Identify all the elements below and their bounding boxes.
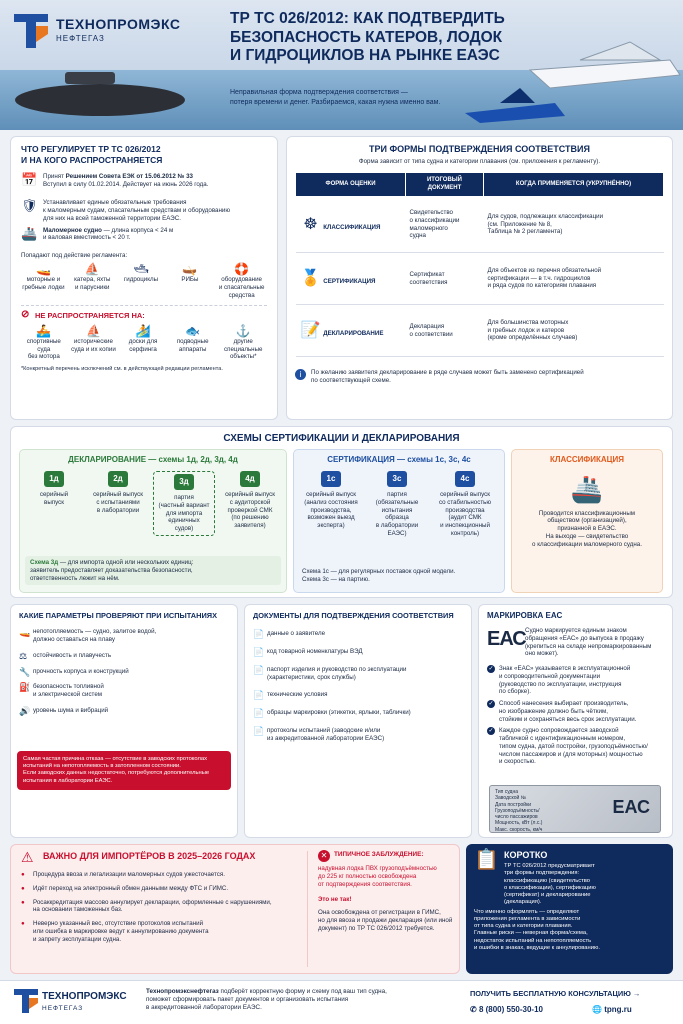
- included-list: [21, 263, 267, 299]
- document-check-icon: 📝: [300, 321, 321, 339]
- site-link[interactable]: 🌐 tpng.ru: [592, 1005, 632, 1014]
- sailboat-icon: ⛵: [84, 262, 100, 277]
- params-card: [10, 604, 238, 838]
- shield-icon: 🛡: [21, 198, 38, 214]
- scheme-3d: 3д партия (частный вариант для импорта единичных судов): [153, 471, 215, 536]
- cross-icon: ✕: [318, 850, 330, 862]
- certificate-badge-icon: 🏅: [300, 269, 321, 287]
- scope-adopted: 📅 Принят Решением Совета ЕЭК от 15.06.2012 № 33 Вступил в силу 01.02.2014. Действует на июнь 2026 года.: [21, 172, 209, 188]
- forms-card: [286, 136, 673, 420]
- forms-title: ТРИ ФОРМЫ ПОДТВЕРЖДЕНИЯ СООТВЕТСТВИЯ: [369, 144, 590, 154]
- identification-plate: Тип судна Заводской № Дата постройки Грузоподъёмность/ число пассажиров Мощность, кВт (л.с.) Макс. скорость, км/ч ЕАС: [489, 785, 661, 833]
- brand-sub: НЕФТЕГАЗ: [56, 34, 105, 43]
- excluded-item: 🏄 доски для серфинга: [128, 324, 158, 353]
- footer: [0, 980, 683, 1024]
- forms-note: i По желанию заявителя декларирование в ряде случаев может быть заменено сертификацией по соответствующей схеме.: [295, 369, 664, 385]
- myth-not: Это не так!: [318, 896, 352, 904]
- scheme-2d: 2д серийный выпуск с испытаниями в лаборатории: [87, 471, 149, 536]
- warning-icon: ⚠: [21, 849, 34, 865]
- brand-name: ТЕХНОПРОМЭКС: [56, 16, 181, 32]
- declaration-title: ДЕКЛАРИРОВАНИЕ: [68, 455, 147, 464]
- doc-item: 📄 образцы маркировки (этикетки, ярлыки, таблички): [253, 708, 411, 718]
- page-title: ТР ТС 026/2012: КАК ПОДТВЕРДИТЬ БЕЗОПАСНОСТЬ КАТЕРОВ, ЛОДОК И ГИДРОЦИКЛОВ НА РЫНКЕ ЕАЭС: [230, 10, 505, 65]
- importer-item: ● Росаккредитация массово аннулирует декларации, оформленные с нарушениями, на основании таможенных баз.: [21, 898, 272, 914]
- scope-small-vessel: 🚢 Маломерное судно — длина корпуса < 24 м и валовая вместимость < 20 т.: [21, 225, 174, 242]
- scheme-4d: 4д серийный выпуск с аудиторской проверкой СМК (по решению заявителя): [219, 471, 281, 536]
- included-item: 🛥 гидроциклы: [124, 262, 159, 283]
- inflatable-boat-image: [5, 62, 195, 122]
- surfboard-icon: 🏄: [135, 324, 151, 338]
- no-entry-icon: ⊘: [21, 309, 30, 321]
- docs-title: ДОКУМЕНТЫ ДЛЯ ПОДТВЕРЖДЕНИЯ СООТВЕТСТВИЯ: [253, 611, 454, 620]
- importers-card: [10, 844, 460, 974]
- phone-icon: ✆: [470, 1005, 479, 1014]
- document-icon: 📄: [253, 708, 265, 718]
- myth-explanation: Она освобождена от регистрации в ГИМС, но для ввоза и продажи декларация (или иной документ) по ТР ТС 026/2012 требуется.: [318, 909, 453, 932]
- myth-box: [307, 851, 453, 967]
- bullet-icon: ●: [21, 920, 25, 927]
- importers-title: ВАЖНО ДЛЯ ИМПОРТЁРОВ В 2025–2026 ГОДАХ: [43, 851, 256, 861]
- forms-col-when: КОГДА ПРИМЕНЯЕТСЯ (УКРУПНЁННО): [484, 173, 664, 197]
- brand-logo-icon: [14, 14, 48, 48]
- lifebuoy-icon: 🛟: [234, 262, 250, 277]
- scope-footnote: *Конкретный перечень исключений см. в действующей редакции регламента.: [21, 366, 223, 372]
- doc-item: 📄 протоколы испытаний (заводские и/или из аккредитованной лаборатории ЕАЭС): [253, 725, 385, 742]
- included-item: 🛟 оборудование и спасательные средства: [218, 262, 265, 299]
- forms-col-form: ФОРМА ОЦЕНКИ: [296, 173, 406, 197]
- myth-title: ТИПИЧНОЕ ЗАБЛУЖДЕНИЕ:: [334, 851, 424, 858]
- marking-point: ✓ Каждое судно сопровождается заводской табличкой с идентификационным номером, типом судна, датой постройки, грузоподъёмностью/ числом пассажиров и (для моторных) мощностью и скоростью.: [488, 727, 648, 766]
- noise-icon: 🔊: [19, 705, 31, 716]
- marking-card: [478, 604, 673, 838]
- info-icon: i: [295, 369, 306, 380]
- scope-card: [10, 136, 278, 420]
- table-row: ☸ КЛАССИФИКАЦИЯ Свидетельство о классификации маломерного судна Для судов, подлежащих классификации (см. Приложение № 8, Таблица № 2 регламента): [296, 197, 664, 253]
- forms-subtitle: Форма зависит от типа судна и категории плавания (см. приложения к регламенту).: [358, 158, 601, 166]
- footer-logo-icon: [14, 989, 38, 1013]
- check-icon: ✓: [488, 728, 494, 735]
- historic-ship-icon: ⛵: [85, 324, 101, 338]
- rowing-boat-icon: 🚣: [36, 324, 52, 338]
- excluded-item: ⚓ другие специальные объекты*: [224, 324, 263, 361]
- scope-requirements: 🛡 Устанавливает единые обязательные требования к маломерным судам, спасательным средствам и оборудованию для них на всей таможенной территории ЕАЭС.: [21, 198, 230, 222]
- stability-icon: ⚖: [19, 650, 28, 661]
- check-icon: ✓: [488, 666, 494, 672]
- summary-title: КОРОТКО: [504, 850, 548, 860]
- declaration-note: Схема 3д — для импорта одной или нескольких единиц: заявитель предоставляет доказательства безопасности, ответственность лежит на нём.: [25, 556, 281, 585]
- certification-note: Схема 1с — для регулярных поставок одной модели. Схема 3с — на партию.: [302, 568, 456, 583]
- special-object-icon: ⚓: [235, 324, 251, 338]
- ship-search-icon: 🚢: [570, 474, 604, 504]
- eac-logo: ЕАС: [487, 628, 526, 650]
- plate-eac-logo: ЕАС: [612, 797, 650, 817]
- schemes-title: СХЕМЫ СЕРТИФИКАЦИИ И ДЕКЛАРИРОВАНИЯ: [223, 433, 460, 444]
- summary-p2: Что именно оформлять — определяют приложения регламента в зависимости от типа судна и категории плавания. Главные риски — неверная форма/схема, недостаток испытаний на непотопляемость и ошибки в знаках, ведущие к аннулированию.: [474, 908, 600, 951]
- bullet-icon: ●: [21, 898, 25, 906]
- importer-item: ● Процедура ввоза и легализации маломерных судов ужесточается.: [21, 871, 225, 878]
- forms-col-doc: ИТОГОВЫЙ ДОКУМЕНТ: [406, 173, 484, 197]
- checklist-icon: 📋: [474, 849, 499, 871]
- fuel-electric-icon: ⛽: [19, 682, 31, 693]
- doc-item: 📄 код товарной номенклатуры ВЭД: [253, 647, 363, 657]
- jetski-image: [460, 78, 570, 128]
- doc-item: 📄 паспорт изделия и руководство по эксплуатации (характеристики, срок службы): [253, 664, 407, 681]
- calendar-icon: 📅: [21, 172, 38, 188]
- document-icon: 📄: [253, 664, 265, 675]
- param-item: ⛽ безопасность топливной и электрической систем: [19, 682, 104, 698]
- params-title: КАКИЕ ПАРАМЕТРЫ ПРОВЕРЯЮТ ПРИ ИСПЫТАНИЯХ: [19, 611, 218, 620]
- bullet-icon: ●: [21, 871, 25, 878]
- helm-icon: ☸: [303, 215, 318, 233]
- classification-scheme: [511, 449, 663, 593]
- importer-item: ● Идёт переход на электронный обмен данными между ФТС и ГИМС.: [21, 884, 229, 892]
- classification-text: Проводится классификационным обществом (организацией), признанной в ЕАЭС. На выходе — свидетельство о классификации маломерного судна.: [532, 509, 642, 548]
- excluded-item: 🚣 спортивные суда без мотора: [26, 324, 61, 361]
- rib-icon: 🛶: [182, 262, 198, 277]
- document-icon: 📄: [253, 629, 265, 640]
- excluded-title: ⊘ НЕ РАСПРОСТРАНЯЕТСЯ НА:: [21, 305, 267, 321]
- included-title: Попадают под действие регламента:: [21, 251, 128, 259]
- check-icon: ✓: [488, 701, 494, 707]
- param-item: 🚤 непотопляемость — судно, залитое водой, должно оставаться на плаву: [19, 627, 157, 643]
- jetski-icon: 🛥: [133, 262, 149, 277]
- param-item: 🔊 уровень шума и вибраций: [19, 705, 109, 716]
- excluded-list: [21, 325, 267, 361]
- scheme-1d: 1д серийный выпуск: [25, 471, 83, 536]
- document-icon: 📄: [253, 725, 265, 736]
- myth-text: надувная лодка ПВХ грузоподъёмностью до 225 кг полностью освобождена от подтверждения соответствия.: [318, 865, 437, 888]
- param-item: ⚖ остойчивость и плавучесть: [19, 650, 112, 661]
- included-item: ⛵ катера, яхты и парусники: [74, 262, 111, 291]
- importer-item: ● Неверно указанный вес, отсутствие протоколов испытаний или ошибка в маркировке ведут к аннулированию документа и запрету эксплуатации судна.: [21, 920, 209, 943]
- forms-table: [295, 172, 664, 357]
- globe-icon: 🌐: [592, 1005, 605, 1014]
- document-icon: 📄: [253, 690, 265, 701]
- classification-title: КЛАССИФИКАЦИЯ: [550, 455, 624, 464]
- scheme-3s: 3с партия (обязательные испытания образца в лаборатории ЕАЭС): [365, 471, 429, 538]
- ship-icon: 🚢: [21, 225, 38, 241]
- schemes-card: [10, 426, 673, 598]
- param-item: 🔧 прочность корпуса и конструкций: [19, 666, 129, 677]
- certification-schemes: СЕРТИФИКАЦИЯ — схемы 1с, 3с, 4с 1с серийный выпуск (анализ состояния производства, возможен выезд эксперта) 3с партия (обязательные испытания образца в лаборатории ЕАЭС) 4с серийный выпуск со стабильностью производства (аудит СМК и инспекционный контроль) Схема 1с — для регулярных поставок одной модели. Схема 3с — на партию.: [293, 449, 505, 593]
- table-row: 🏅 СЕРТИФИКАЦИЯ Сертификат соответствия Для объектов из перечня обязательной сертификации — в т.ч. гидроциклов и ряда судов по категориям плавания: [296, 253, 664, 305]
- marking-point: ✓ Способ нанесения выбирает производитель, но изображение должно быть чётким, стойким и сохраняться весь срок эксплуатации.: [488, 700, 637, 723]
- included-item: 🛶 РИБы: [181, 262, 199, 283]
- included-item: 🚤 моторные и гребные лодки: [22, 262, 65, 291]
- document-icon: 📄: [253, 647, 265, 657]
- footer-brand-name: ТЕХНОПРОМЭКС: [42, 991, 127, 1002]
- bullet-icon: ●: [21, 884, 25, 892]
- marking-title: МАРКИРОВКА ЕАС: [487, 611, 563, 620]
- summary-card: [466, 844, 673, 974]
- motorboat-icon: 🚤: [35, 262, 51, 277]
- scope-title: ЧТО РЕГУЛИРУЕТ ТР ТС 026/2012 И НА КОГО РАСПРОСТРАНЯЕТСЯ: [21, 144, 163, 165]
- summary-p1: ТР ТС 026/2012 предусматривает три формы подтверждения: классификацию (свидетельство о классификации), сертификацию (сертификат) и декларирование (декларация).: [504, 863, 596, 906]
- hull-icon: 🔧: [19, 666, 31, 677]
- docs-card: [244, 604, 472, 838]
- doc-item: 📄 технические условия: [253, 690, 328, 701]
- submarine-icon: 🐟: [185, 324, 201, 338]
- summary-header: [474, 850, 665, 907]
- consultation-link[interactable]: ПОЛУЧИТЬ БЕСПЛАТНУЮ КОНСУЛЬТАЦИЮ →: [470, 989, 641, 998]
- certification-title: СЕРТИФИКАЦИЯ: [327, 455, 395, 464]
- declaration-schemes: ДЕКЛАРИРОВАНИЕ — схемы 1д, 2д, 3д, 4д 1д серийный выпуск 2д серийный выпуск с испытаниями в лаборатории 3д партия (частный вариант для импорта единичных судов) 4д серийный выпуск с аудиторской проверкой СМК (по решению заявителя) Схема 3д — для импорта одной или нескольких единиц: заявитель предоставляет доказательства безопасности, ответственность лежит на нём.: [19, 449, 287, 593]
- footer-text: Технопромэкснефтегаз подберёт корректную форму и схему под ваш тип судна, поможет сформировать пакет документов и организовать испытания в аккредитованной лаборатории ЕАЭС.: [146, 988, 387, 1011]
- doc-item: 📄 данные о заявителе: [253, 629, 326, 640]
- scheme-1s: 1с серийный выпуск (анализ состояния производства, возможен выезд эксперта): [299, 471, 363, 538]
- footer-brand-sub: НЕФТЕГАЗ: [42, 1005, 84, 1012]
- marking-intro: ЕАС Судно маркируется единым знаком обращения «ЕАС» до выпуска в продажу (крепиться на складе непромаркированным оно может).: [487, 627, 652, 658]
- failure-warning: Самая частая причина отказа — отсутствие в заводских протоколах испытаний на непотопляемость в затопленном состоянии. Если заводских данных недостаточно, потребуются дополнительные испытания в лаборатории ЕАЭС.: [17, 751, 231, 790]
- table-row: 📝 ДЕКЛАРИРОВАНИЕ Декларация о соответствии Для большинства моторных и гребных лодок и катеров (кроме определённых случаев): [296, 305, 664, 357]
- excluded-item: ⛵ исторические суда и их копии: [71, 324, 116, 353]
- hero-banner: [0, 0, 683, 130]
- excluded-item: 🐟 подводные аппараты: [176, 324, 209, 353]
- floating-icon: 🚤: [19, 627, 31, 638]
- marking-point: ✓ Знак «ЕАС» указывается в эксплуатационной и сопроводительной документации (руководство по эксплуатации, инструкция по сборке).: [488, 665, 631, 696]
- scheme-4s: 4с серийный выпуск со стабильностью производства (аудит СМК и инспекционный контроль): [431, 471, 499, 538]
- hero-description: Неправильная форма подтверждения соответствия — потеря времени и денег. Разбираемся, какая нужна именно вам.: [230, 89, 441, 106]
- phone-link[interactable]: ✆ 8 (800) 550-30-10: [470, 1005, 543, 1014]
